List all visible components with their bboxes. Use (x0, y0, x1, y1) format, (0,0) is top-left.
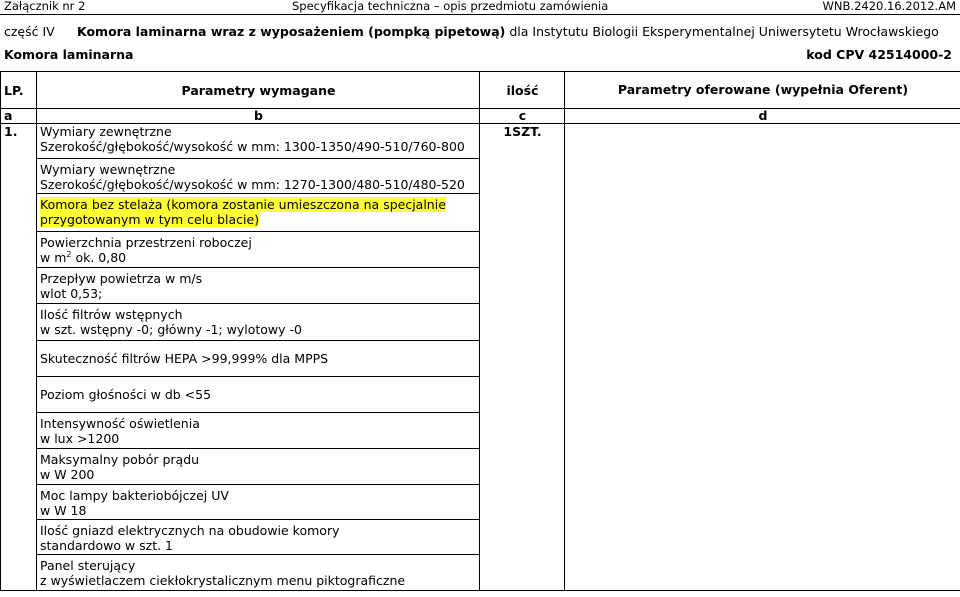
spec-item-line1: Ilość gniazd elektrycznych na obudowie komory (40, 523, 340, 538)
specification-table (0, 71, 960, 591)
spec-item (37, 124, 480, 159)
spec-item-line2: wlot 0,53; (40, 286, 103, 301)
table-header-row (1, 72, 960, 109)
letter-b: b (37, 109, 480, 124)
table-row (1, 124, 960, 159)
product-name: Komora laminarna (4, 47, 134, 62)
spec-item-line1: Wymiary wewnętrzne (40, 162, 176, 177)
spec-item-line2: standardowo w szt. 1 (40, 538, 174, 553)
spec-item (37, 555, 480, 591)
spec-item-line2: przygotowanym w tym celu blacie) (40, 212, 260, 227)
spec-item-line1: Intensywność oświetlenia (40, 416, 200, 431)
spec-item-line1: Panel sterujący (40, 558, 136, 573)
offered-input-cell[interactable] (565, 124, 960, 591)
spec-item (37, 268, 480, 304)
spec-item-line2: z wyświetlaczem ciekłokrystalicznym menu piktograficzne (40, 573, 406, 588)
header-required: Parametry wymagane (37, 72, 480, 109)
spec-item-line1: Wymiary zewnętrzne (40, 124, 172, 139)
header-middle: Specyfikacja techniczna – opis przedmiotu zamówienia (292, 0, 609, 13)
part-title-rest: dla Instytutu Biologii Eksperymentalnej Uniwersytetu Wrocławskiego (505, 24, 939, 39)
letter-a: a (1, 109, 37, 124)
spec-item-line1: Ilość filtrów wstępnych (40, 307, 183, 322)
spec-item (37, 449, 480, 485)
spec-item-highlighted (37, 194, 480, 232)
spec-item (37, 377, 480, 413)
spec-item-line1: Skuteczność filtrów HEPA >99,999% dla MPPS (40, 351, 329, 366)
spec-item-line1: Moc lampy bakteriobójczej UV (40, 488, 229, 503)
unit-superscript: 2 (66, 249, 72, 259)
spec-item-line1: Maksymalny pobór prądu (40, 452, 200, 467)
letter-c: c (480, 109, 565, 124)
letter-d: d (565, 109, 960, 124)
part-title-bold: Komora laminarna wraz z wyposażeniem (pompką pipetową) (77, 24, 506, 39)
row-lp: 1. (1, 124, 37, 591)
column-letters-row (1, 109, 960, 124)
page-header (0, 0, 960, 15)
header-left: Załącznik nr 2 (4, 0, 86, 13)
cpv-code: kod CPV 42514000-2 (806, 47, 952, 62)
spec-item (37, 341, 480, 377)
part-title (77, 24, 939, 39)
spec-item-line2 (40, 250, 477, 265)
header-lp: LP. (1, 72, 37, 109)
spec-item-line2: w lux >1200 (40, 431, 120, 446)
header-qty: ilość (480, 72, 565, 109)
spec-item (37, 413, 480, 449)
row-qty: 1SZT. (480, 124, 565, 591)
unit-text: w m (40, 250, 67, 265)
spec-item (37, 159, 480, 194)
spec-item-line2: w szt. wstępny -0; główny -1; wylotowy -0 (40, 322, 302, 337)
part-label: część IV (4, 24, 55, 39)
spec-item-line2: w W 18 (40, 503, 87, 518)
spec-item-line2: Szerokość/głębokość/wysokość w mm: 1270-1300/480-510/480-520 (40, 177, 465, 192)
spec-item-line1: Poziom głośności w db <55 (40, 387, 212, 402)
spec-item-line2: Szerokość/głębokość/wysokość w mm: 1300-1350/490-510/760-800 (40, 139, 465, 154)
header-offered: Parametry oferowane (wypełnia Oferent) (565, 72, 960, 109)
value-text: ok. 0,80 (71, 250, 127, 265)
spec-item-line1: Komora bez stelaża (komora zostanie umieszczona na specjalnie (40, 197, 446, 212)
spec-item (37, 485, 480, 520)
spec-item (37, 304, 480, 341)
spec-item (37, 232, 480, 268)
spec-item-line1: Powierzchnia przestrzeni roboczej (40, 235, 252, 250)
header-right: WNB.2420.16.2012.AM (822, 0, 956, 13)
spec-item-line1: Przepływ powietrza w m/s (40, 271, 203, 286)
spec-item (37, 520, 480, 555)
spec-item-line2: w W 200 (40, 467, 95, 482)
